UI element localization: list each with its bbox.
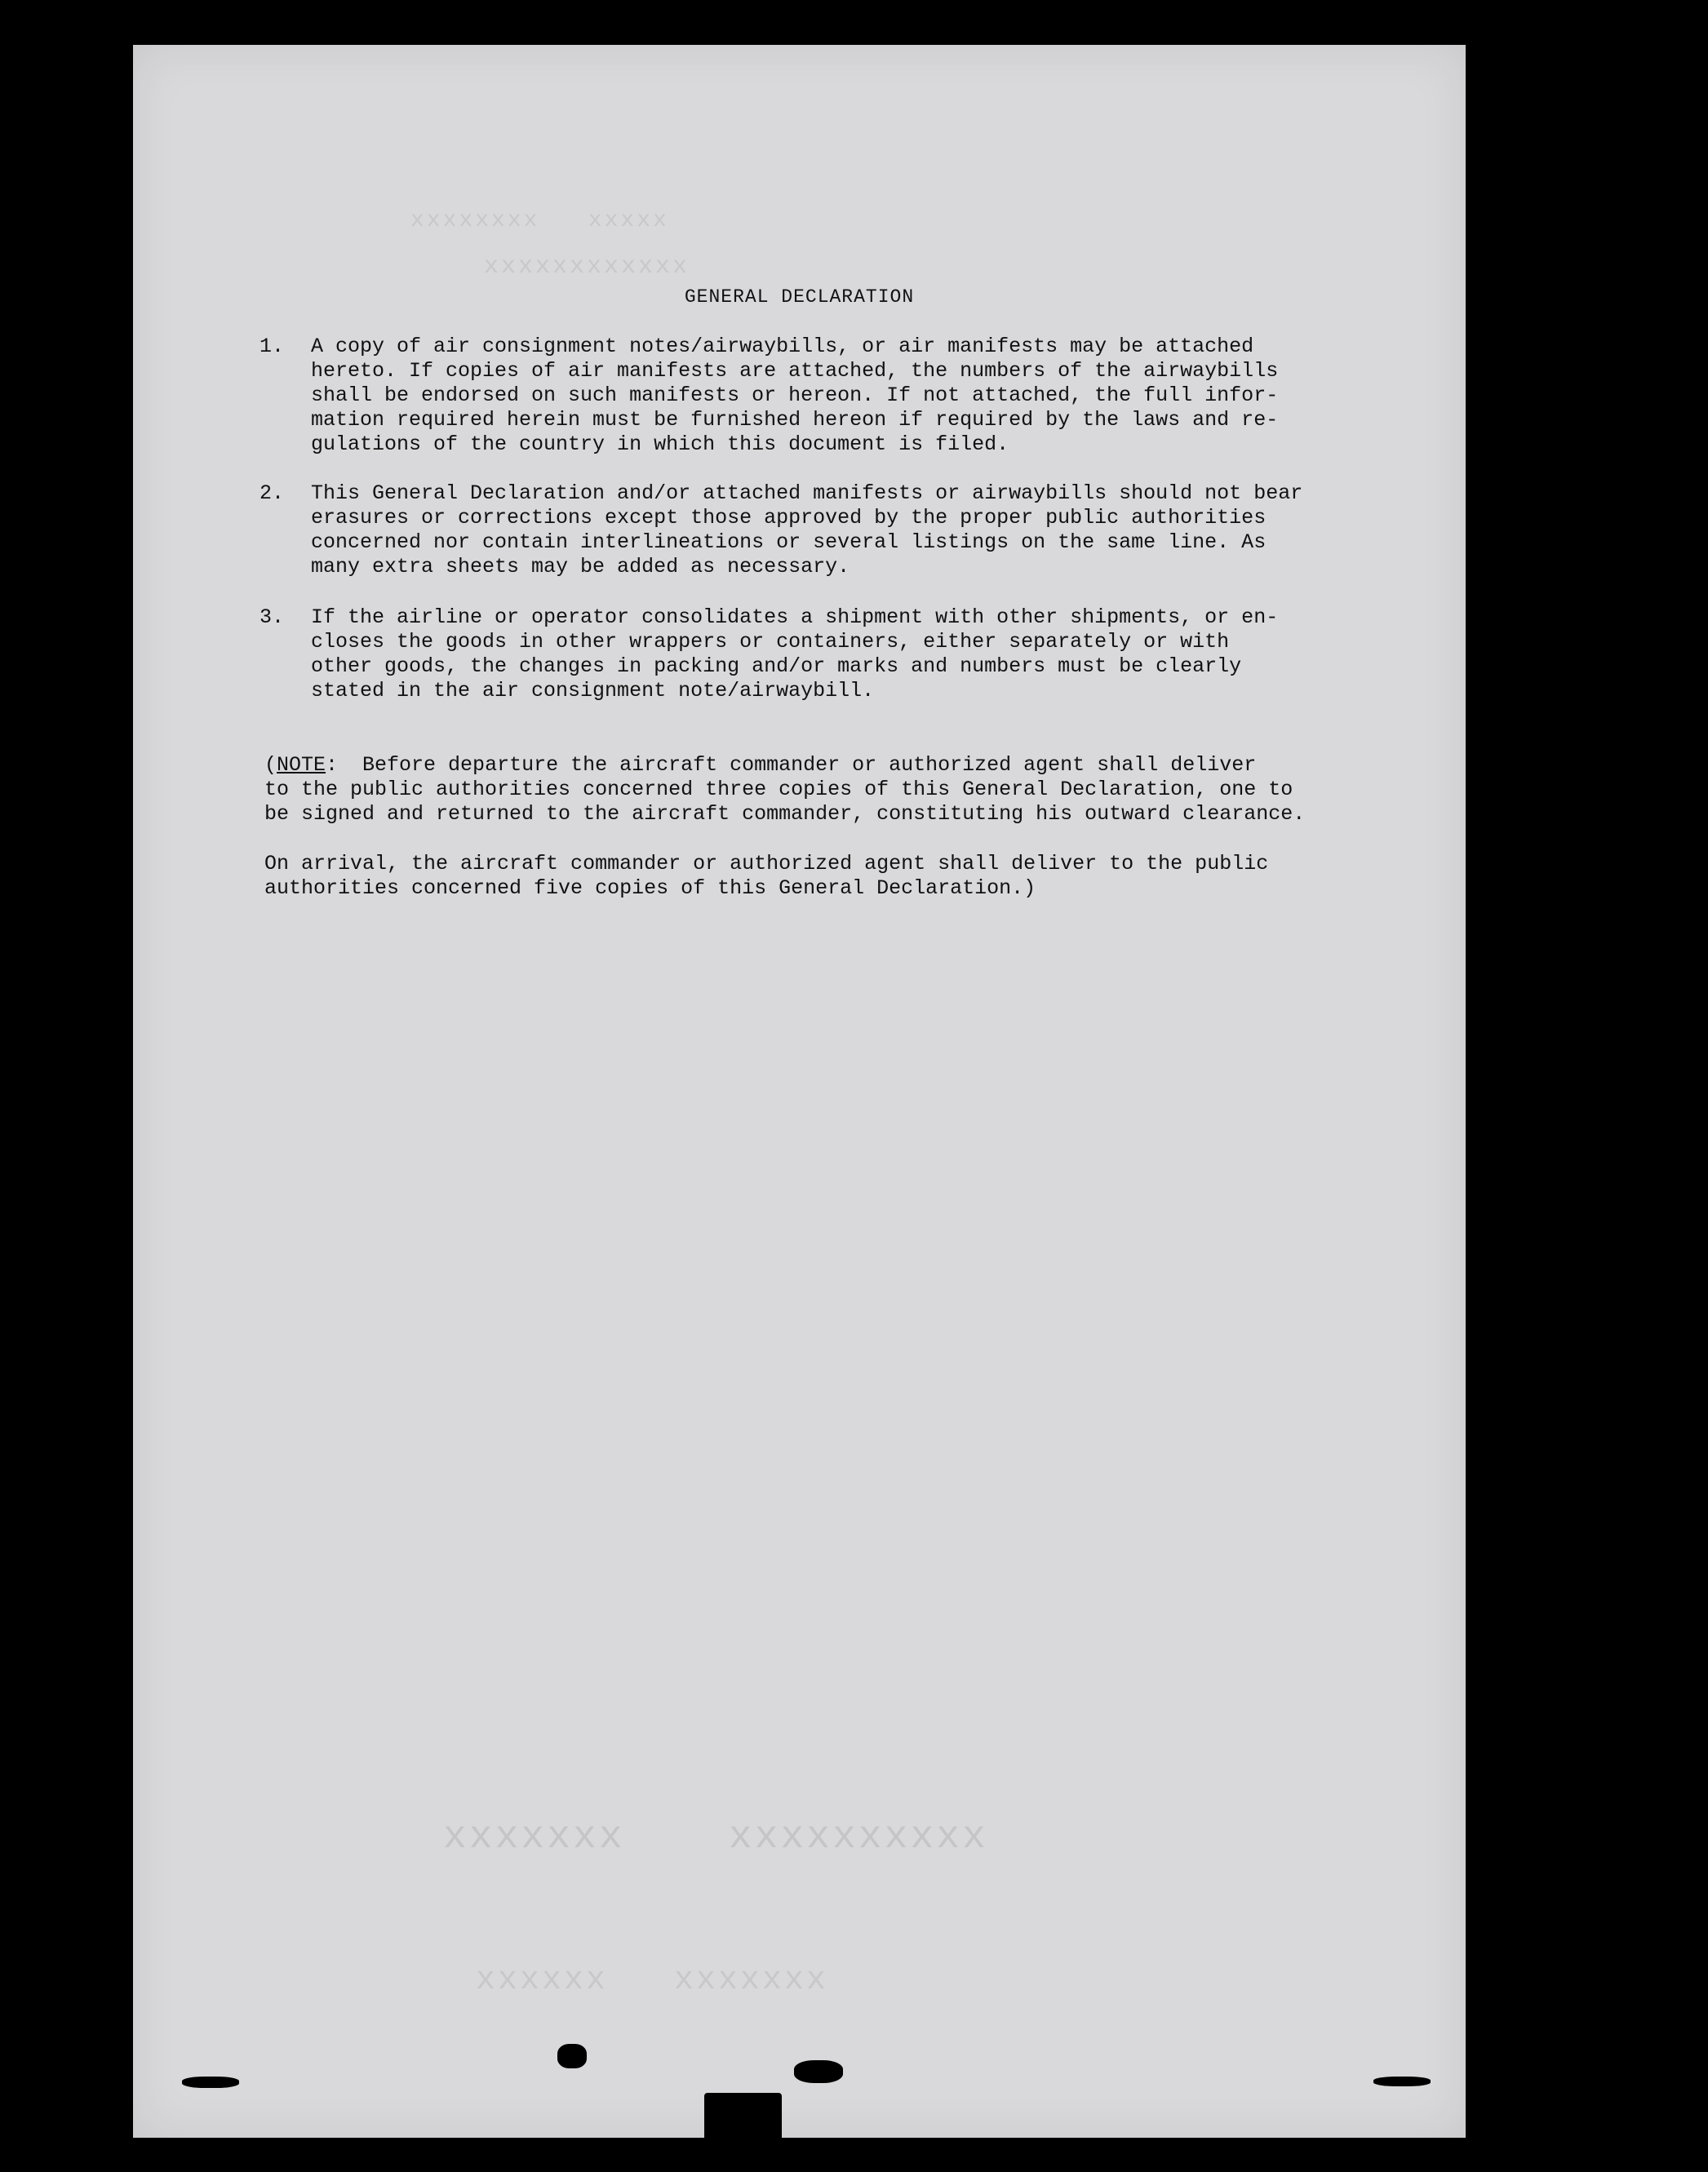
item-line: shall be endorsed on such manifests or hereon. If not attached, the full infor- (311, 383, 1279, 407)
scan-artifact (794, 2060, 843, 2083)
scan-artifact (557, 2044, 587, 2068)
item-line: concerned nor contain interlineations or several listings on the same line. As (311, 530, 1267, 554)
item-line: If the airline or operator consolidates a shipment with other shipments, or en- (311, 605, 1279, 629)
note-label: NOTE (277, 753, 326, 777)
item-number: 2. (260, 481, 285, 505)
item-line: other goods, the changes in packing and/or marks and numbers must be clearly (311, 654, 1242, 678)
item-number: 1. (260, 335, 285, 358)
bleed-through-mark: xxxxxxx xxxxxxxxxx (443, 1815, 988, 1859)
item-line: many extra sheets may be added as necessary. (311, 555, 850, 578)
note-first-line (264, 753, 1256, 778)
scan-artifact (1373, 2077, 1431, 2086)
arrival-line: authorities concerned five copies of this General Declaration.) (264, 876, 1036, 900)
item-line: A copy of air consignment notes/airwaybills, or air manifests may be attached (311, 335, 1254, 358)
bleed-through-mark: xxxxxxxxxxxx (484, 253, 690, 281)
scan-artifact (704, 2093, 782, 2142)
document-title: GENERAL DECLARATION (684, 286, 915, 308)
bleed-through-mark: xxxxxxxx xxxxx (410, 208, 669, 233)
item-line: closes the goods in other wrappers or containers, either separately or with (311, 630, 1230, 654)
item-line: stated in the air consignment note/airwaybill. (311, 679, 875, 703)
note-open-paren: ( (264, 753, 277, 777)
note-line: be signed and returned to the aircraft commander, constituting his outward clearance. (264, 802, 1306, 826)
scan-artifact (182, 2077, 239, 2088)
note-first-line-text: : Before departure the aircraft commander or authorized agent shall deliver (326, 753, 1257, 777)
item-line: gulations of the country in which this document is filed. (311, 432, 1009, 456)
item-line: erasures or corrections except those approved by the proper public authorities (311, 506, 1267, 530)
arrival-line: On arrival, the aircraft commander or authorized agent shall deliver to the public (264, 852, 1269, 875)
document-page (133, 45, 1466, 2138)
item-line: mation required herein must be furnished hereon if required by the laws and re- (311, 408, 1279, 432)
bleed-through-mark: xxxxxx xxxxxxx (476, 1962, 829, 1999)
item-line: This General Declaration and/or attached manifests or airwaybills should not bear (311, 481, 1303, 505)
item-line: hereto. If copies of air manifests are attached, the numbers of the airwaybills (311, 359, 1279, 383)
item-number: 3. (260, 605, 285, 629)
note-line: to the public authorities concerned three copies of this General Declaration, one to (264, 778, 1293, 801)
